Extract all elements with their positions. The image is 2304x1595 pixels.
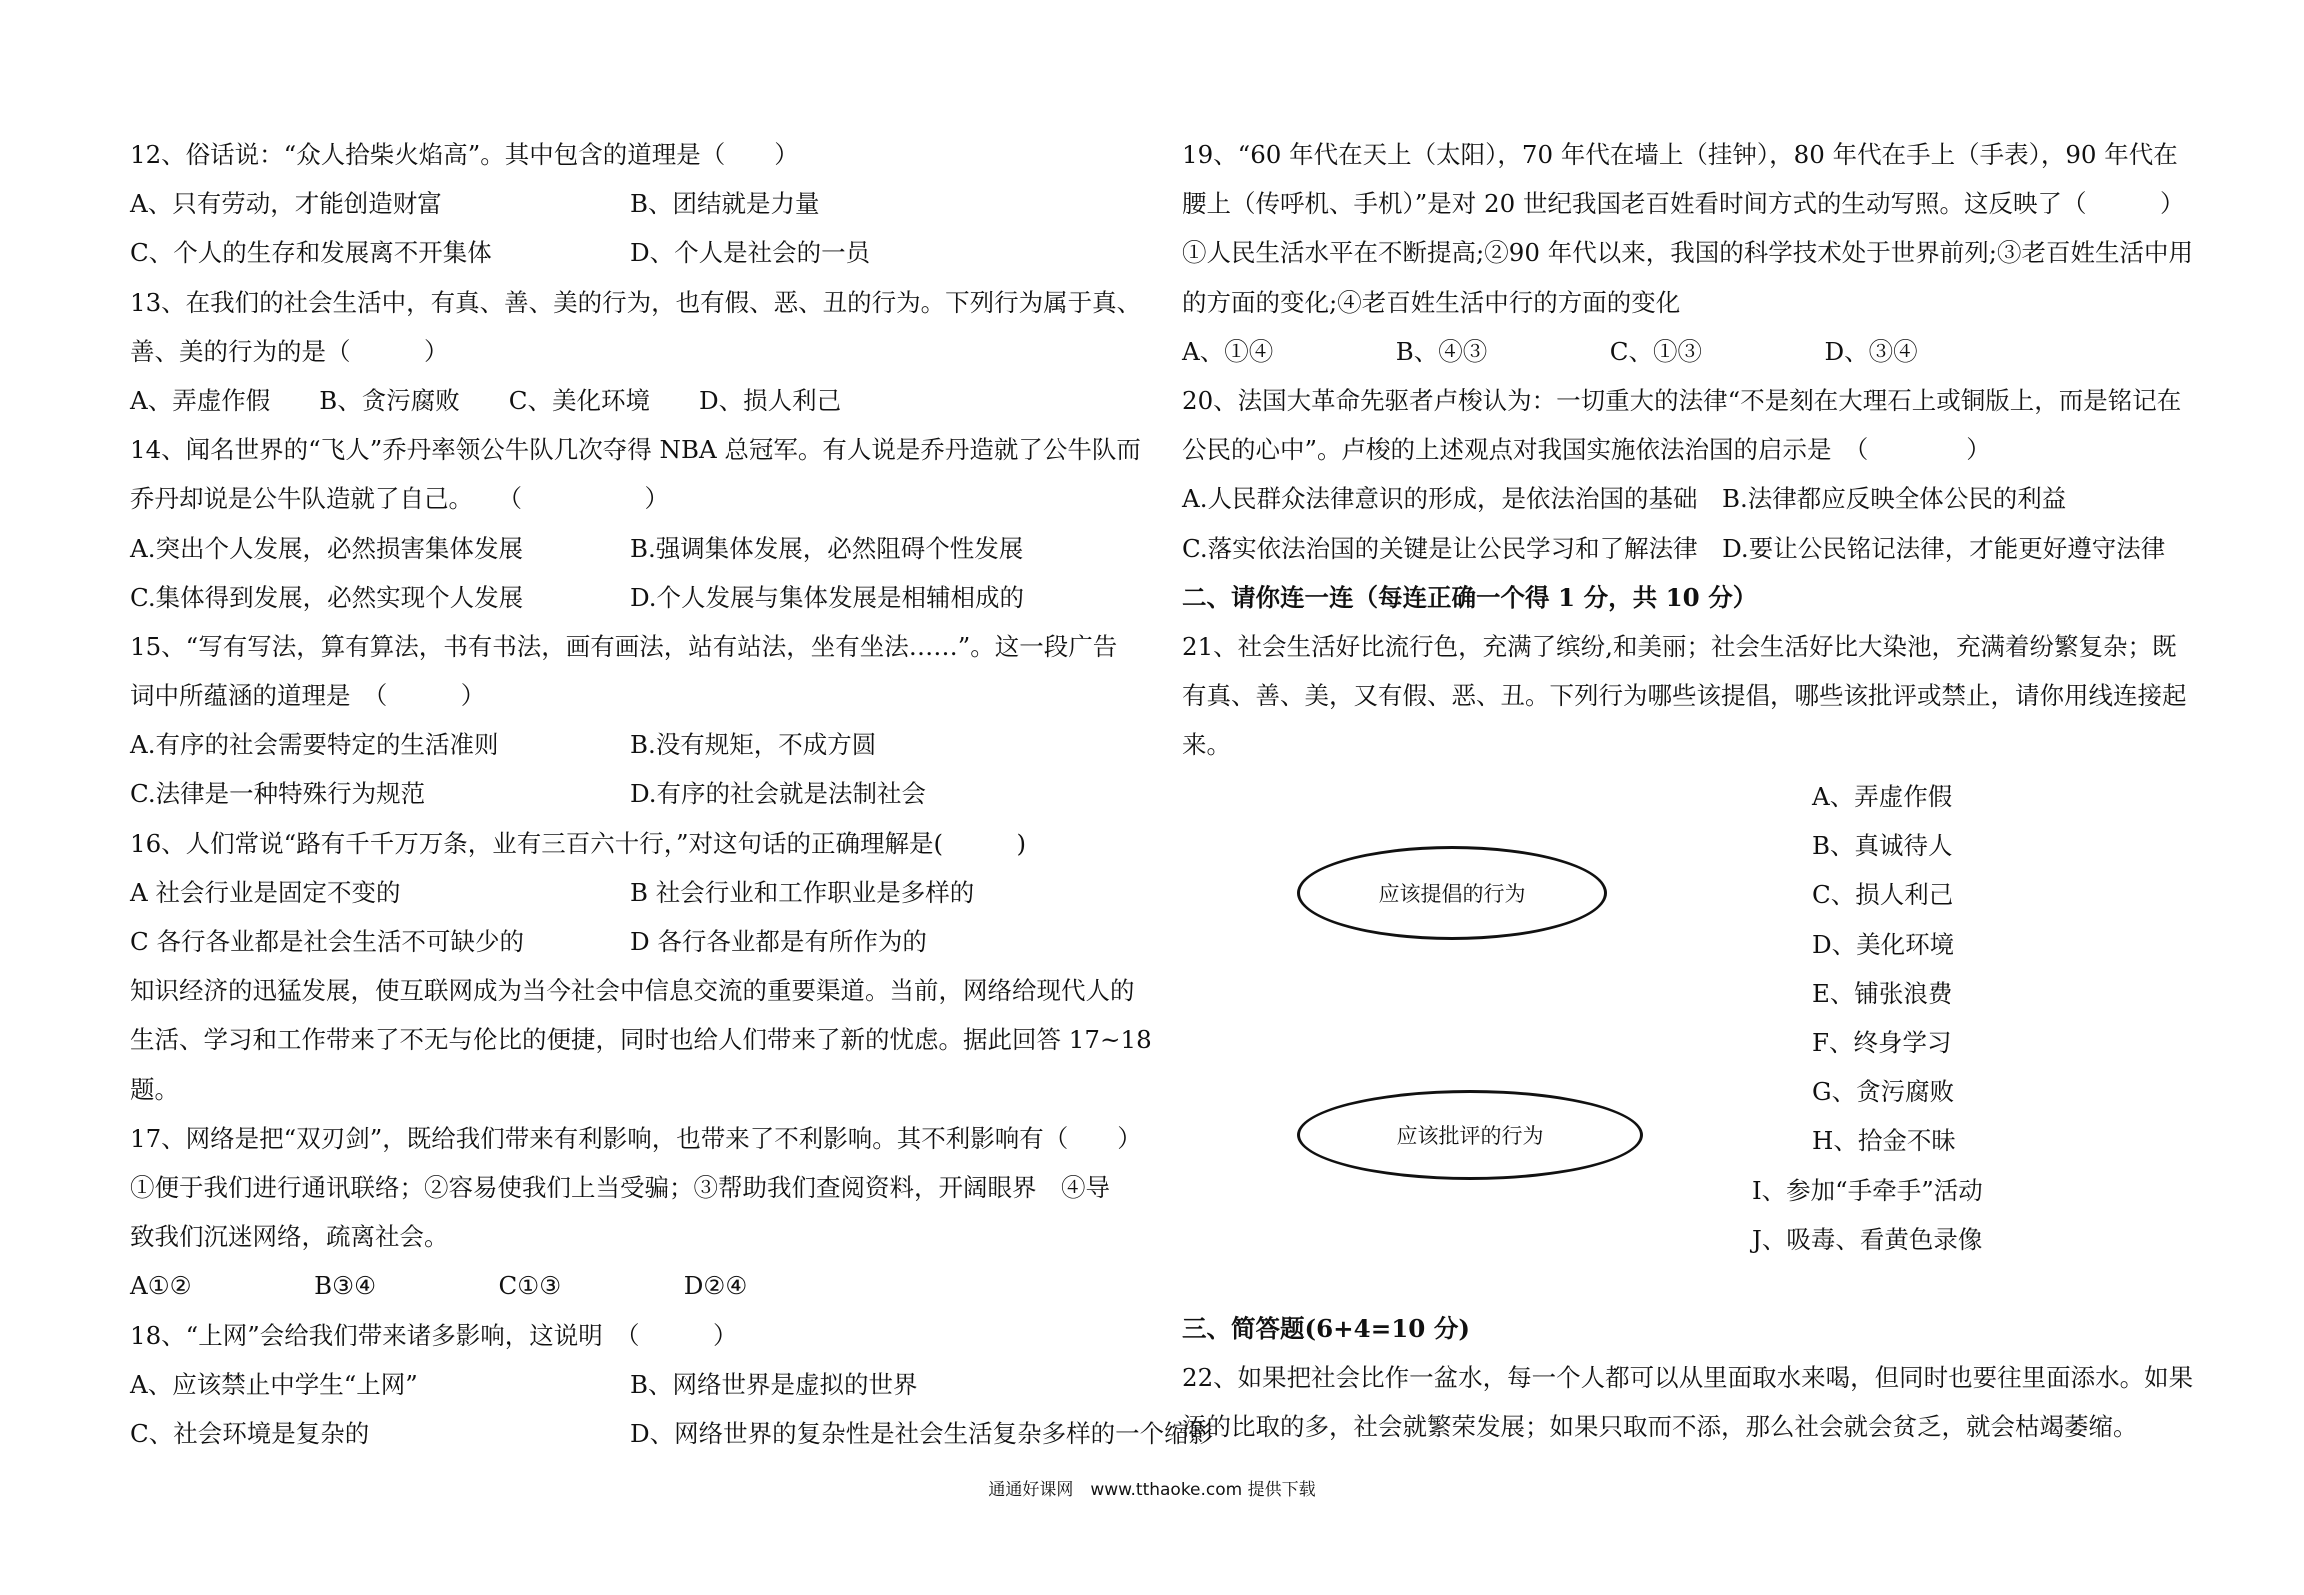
q22-line-1: 22、如果把社会比作一盆水，每一个人都可以从里面取水来喝，但同时也要往里面添水。如果 [1182,1363,2194,1393]
text-line: 公民的心中”。卢梭的上述观点对我国实施依法治国的启示是 （ ） [1182,435,1991,465]
match-item: D、美化环境 [1812,929,1955,959]
text-line: 二、请你连一连（每连正确一个得 1 分，共 10 分） [1182,582,1758,612]
text-line: 腰上（传呼机、手机）”是对 20 世纪我国老百姓看时间方式的生动写照。这反映了（ ） [1182,189,2185,219]
match-item: B、真诚待人 [1812,831,1953,861]
match-item: C、损人利己 [1812,880,1954,910]
option-left: A、应该禁止中学生“上网” [130,1369,418,1399]
match-item: J、吸毒、看黄色录像 [1752,1224,1983,1254]
option-left: A 社会行业是固定不变的 [130,877,401,907]
right-column [1182,130,2222,769]
text-line: C.落实依法治国的关键是让公民学习和了解法律 D.要让公民铭记法律，才能更好遵守法律 [1182,533,2166,563]
option-left: A.有序的社会需要特定的生活准则 [130,730,499,760]
section-three [1182,1304,2222,1452]
match-item: E、铺张浪费 [1812,978,1953,1008]
option-left: C.集体得到发展，必然实现个人发展 [130,582,524,612]
option-left: C、个人的生存和发展离不开集体 [130,238,492,268]
option-pair [130,769,1160,818]
text-line: A、弄虚作假 B、贪污腐败 C、美化环境 D、损人利己 [130,385,842,415]
option-left: C、社会环境是复杂的 [130,1418,370,1448]
text-line: 16、人们常说“路有千千万万条，业有三百六十行，”对这句话的正确理解是( ) [130,828,1027,858]
option-right: D、个人是社会的一员 [630,238,871,268]
option-pair [130,524,1160,573]
text-line: ①便于我们进行通讯联络；②容易使我们上当受骗；③帮助我们查阅资料，开阔眼界 ④导 [130,1172,1110,1202]
text-line: 来。 [1182,730,1231,760]
option-pair [130,868,1160,917]
option-pair [130,720,1160,769]
option-right: B 社会行业和工作职业是多样的 [630,877,975,907]
text-line: 题。 [130,1074,179,1104]
option-pair [130,573,1160,622]
promote-ellipse [1297,846,1607,940]
text-line: 词中所蕴涵的道理是 （ ） [130,681,486,711]
text-line: 18、“上网”会给我们带来诸多影响，这说明 （ ） [130,1320,738,1350]
option-pair [130,179,1160,228]
text-line: A.人民群众法律意识的形成，是依法治国的基础 B.法律都应反映全体公民的利益 [1182,484,2067,514]
left-column [130,130,1214,1458]
option-pair [130,1409,1214,1458]
option-right: D.个人发展与集体发展是相辅相成的 [630,582,1025,612]
match-item: I、参加“手牵手”活动 [1752,1175,1983,1205]
footer-credit: 通通好课网 www.tthaoke.com 提供下载 [988,1480,1316,1500]
text-line: 19、“60 年代在天上（太阳），70 年代在墙上（挂钟），80 年代在手上（手表），90 年代在 [1182,140,2178,169]
option-pair [130,1360,1160,1409]
criticize-label: 应该批评的行为 [1396,1124,1544,1148]
text-line: 知识经济的迅猛发展，使互联网成为当今社会中信息交流的重要渠道。当前，网络给现代人的 [130,976,1135,1006]
option-left: C 各行各业都是社会生活不可缺少的 [130,927,525,956]
text-line: 15、“写有写法，算有算法，书有书法，画有画法，站有站法，坐有坐法……”。这一段广告 [130,631,1118,661]
text-line: A、①④ B、④③ C、①③ D、③④ [1182,336,1918,366]
text-line: 有真、善、美，又有假、恶、丑。下列行为哪些该提倡，哪些该批评或禁止，请你用线连接起 [1182,681,2187,711]
option-right: B.没有规矩，不成方圆 [630,730,877,760]
section-three-title: 三、简答题(6+4=10 分) [1182,1314,1470,1343]
text-line: 17、网络是把“双刃剑”，既给我们带来有利影响，也带来了不利影响。其不利影响有（ ） [130,1123,1142,1153]
text-line: 13、在我们的社会生活中，有真、善、美的行为，也有假、恶、丑的行为。下列行为属于真、 [130,287,1142,317]
criticize-ellipse [1297,1090,1643,1180]
text-line: 21、社会生活好比流行色，充满了缤纷,和美丽；社会生活好比大染池，充满着纷繁复杂；既 [1182,631,2177,661]
text-line: 生活、学习和工作带来了不无与伦比的便捷，同时也给人们带来了新的忧虑。据此回答 17~18 [130,1025,1152,1055]
option-pair [130,917,1160,966]
text-line: 的方面的变化;④老百姓生活中行的方面的变化 [1182,287,1681,317]
option-pair [130,228,1160,277]
option-right: D 各行各业都是有所作为的 [630,927,927,956]
option-left: C.法律是一种特殊行为规范 [130,779,426,809]
text-line: A①② B③④ C①③ D②④ [130,1271,748,1301]
option-right: D.有序的社会就是法制社会 [630,779,927,809]
text-line: 20、法国大革命先驱者卢梭认为：一切重大的法律“不是刻在大理石上或铜版上，而是铭记在 [1182,385,2182,415]
text-line: 14、闻名世界的“飞人”乔丹率领公牛队几次夺得 NBA 总冠军。有人说是乔丹造就了公牛队而 [130,435,1141,465]
text-line: 致我们沉迷网络，疏离社会。 [130,1222,449,1252]
match-item: F、终身学习 [1812,1028,1952,1057]
option-left: A、只有劳动，才能创造财富 [130,189,442,219]
q22-line-2: 添的比取的多，社会就繁荣发展；如果只取而不添，那么社会就会贫乏，就会枯竭萎缩。 [1182,1412,2138,1442]
promote-label: 应该提倡的行为 [1378,882,1526,906]
option-right: B.强调集体发展，必然阻碍个性发展 [630,533,1024,563]
option-left: A.突出个人发展，必然损害集体发展 [130,533,523,563]
text-line: 12、俗话说：“众人拾柴火焰高”。其中包含的道理是（ ） [130,140,799,169]
text-line: 善、美的行为的是（ ） [130,336,449,366]
text-line: ①人民生活水平在不断提高;②90 年代以来，我国的科学技术处于世界前列;③老百姓生活中用 [1182,238,2193,268]
match-item: G、贪污腐败 [1812,1077,1955,1107]
text-line: 乔丹却说是公牛队造就了自己。 （ ） [130,484,669,514]
match-item: A、弄虚作假 [1812,782,1953,811]
option-right: B、团结就是力量 [630,189,820,219]
match-item: H、拾金不昧 [1812,1126,1956,1156]
option-right: B、网络世界是虚拟的世界 [630,1369,918,1399]
option-right: D、网络世界的复杂性是社会生活复杂多样的一个缩影 [630,1418,1214,1448]
